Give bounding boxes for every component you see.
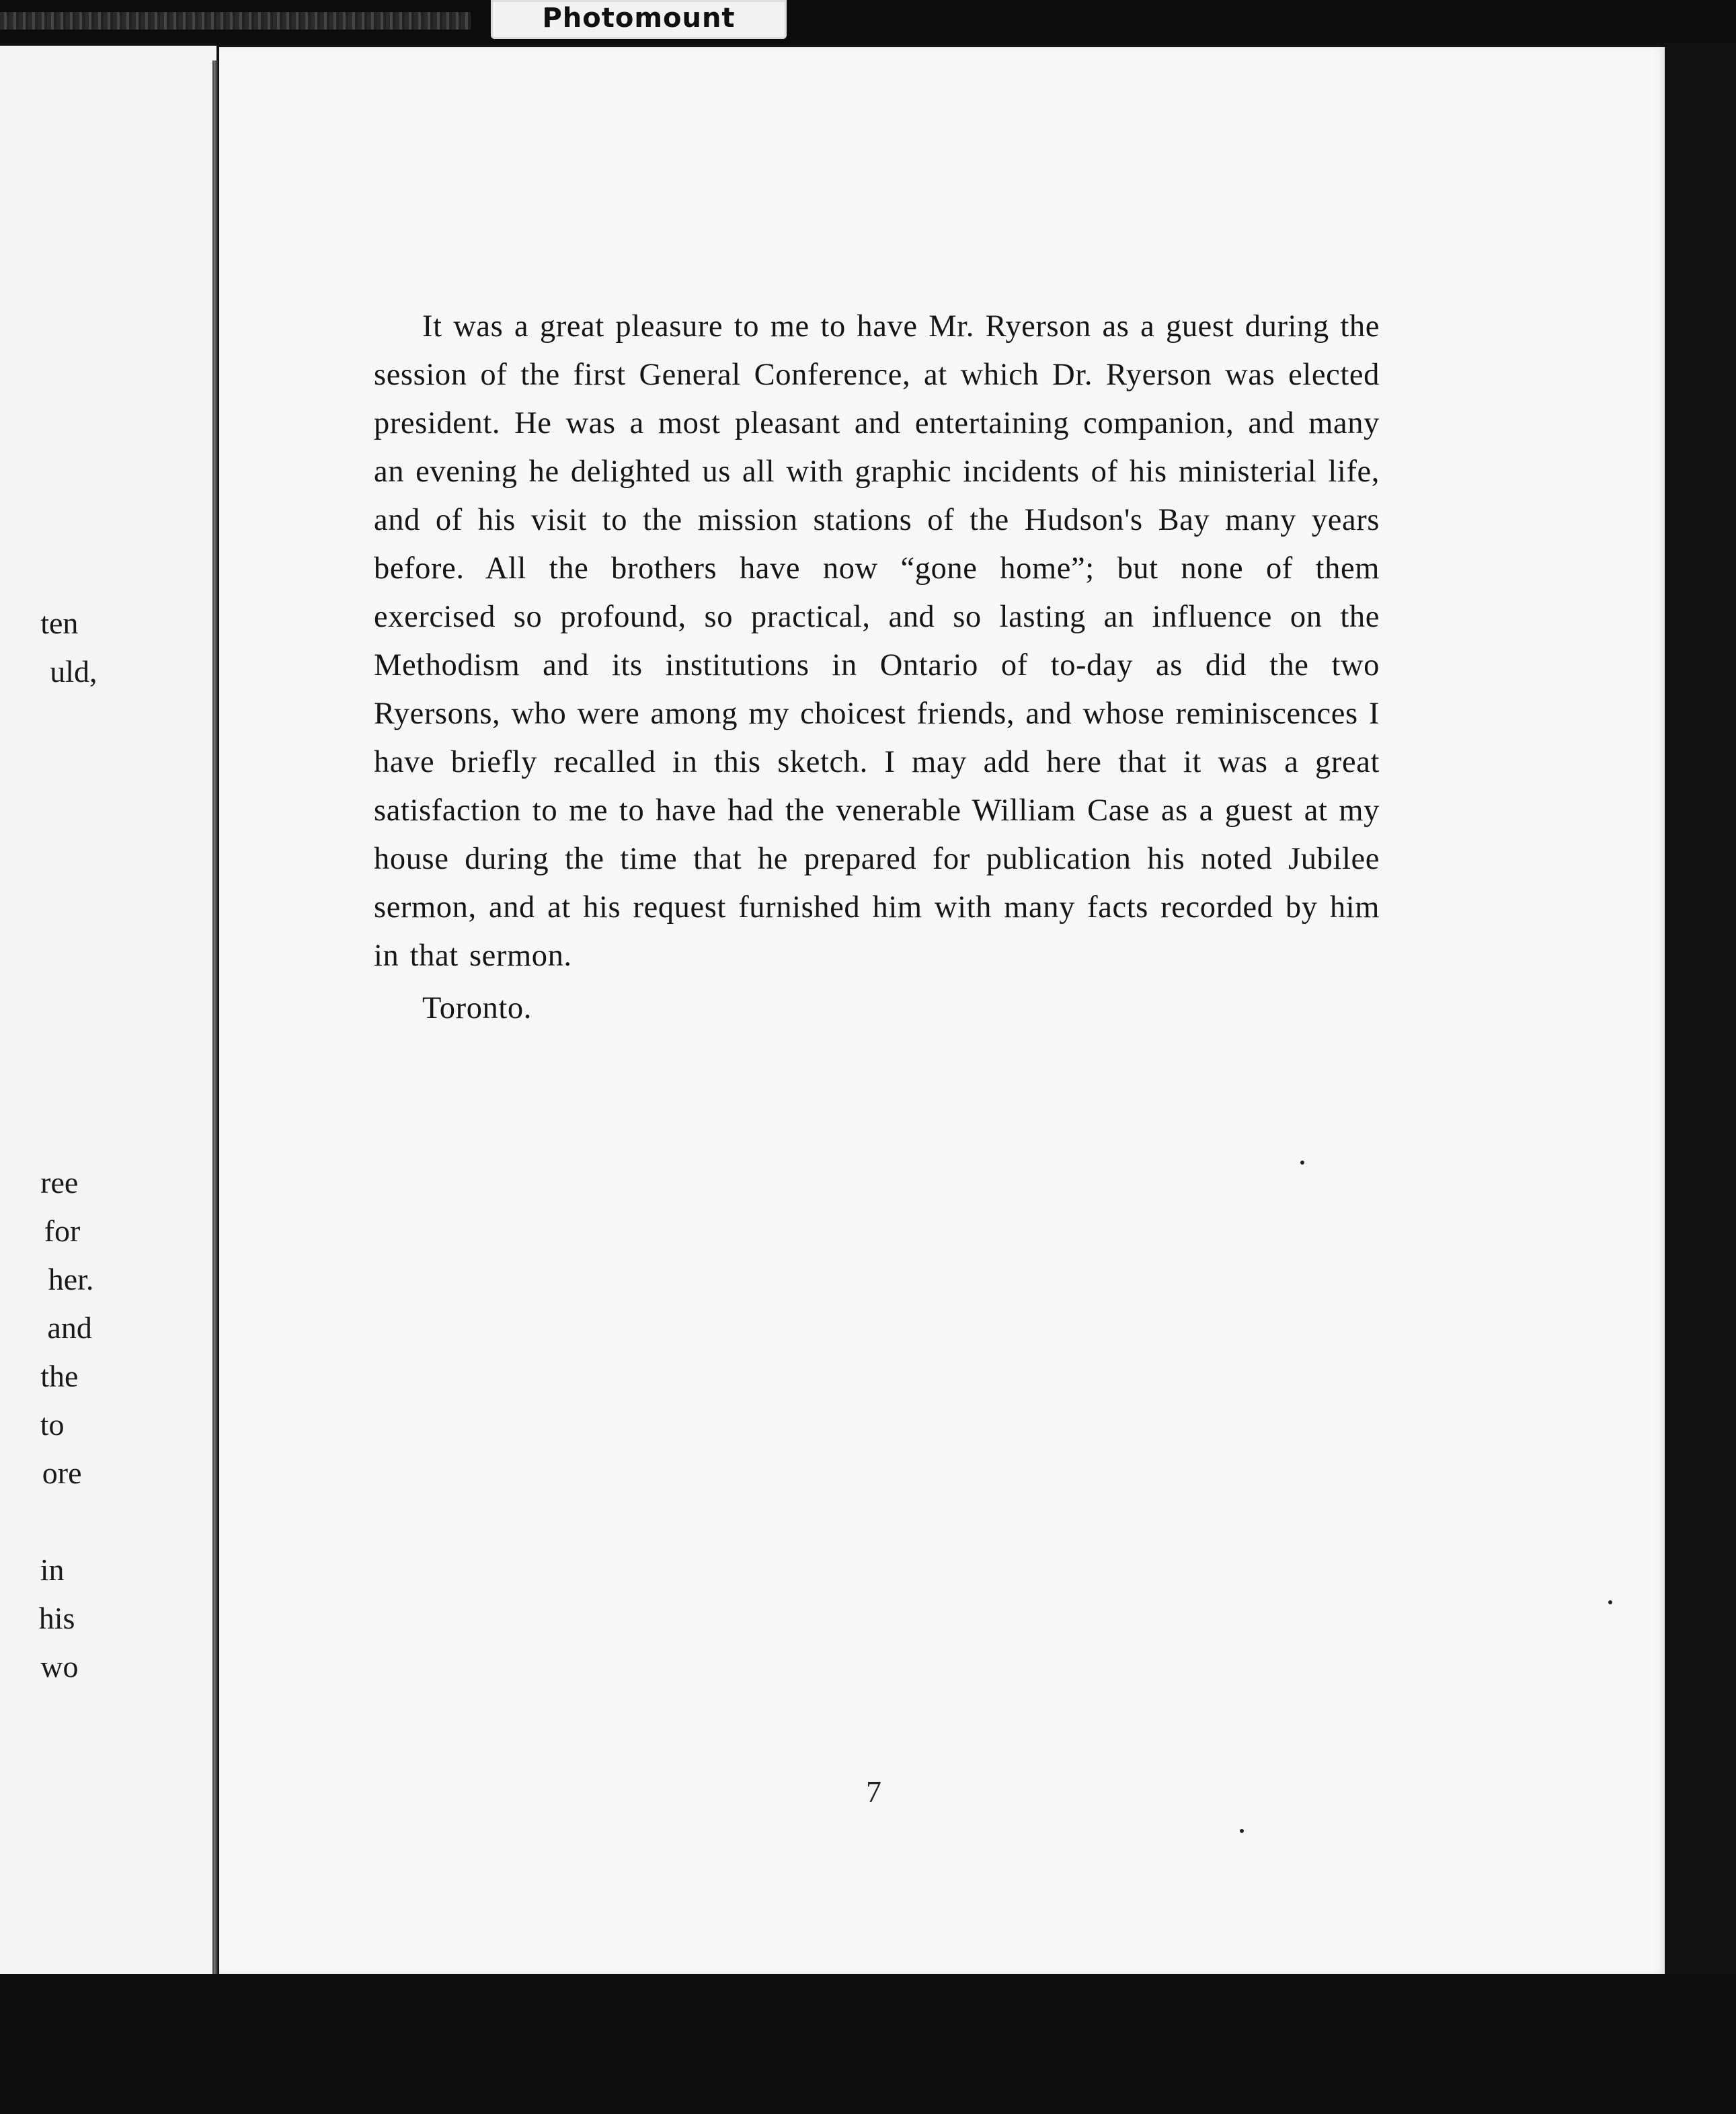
left-word: his [38, 1601, 75, 1635]
main-paragraph: It was a great pleasure to me to have Mr. Ryerson as a guest during the session of the first General Conference, at which Dr. Ryerson was elected president. He was a most pleasant and entertaining companion, and many an evening he delighted us all with graphic incidents of his ministerial life, and of his visit to the mission stations of the Hudson's Bay many years before. All the brothers have now “gone home”; but none of them exercised so profound, so practical, and so lasting an influence on the Methodism and its institutions in Ontario of to-day as did the two Ryersons, who were among my choicest friends, and whose reminiscences I have briefly recalled in this sketch. I may add here that it was a great satisfaction to me to have had the venerable William Case as a guest at my house during the time that he prepared for publication his noted Jubilee sermon, and at his request furnished him with many facts recorded by him in that sermon. [374, 309, 1380, 973]
left-page-words [0, 46, 216, 1974]
body-text [374, 303, 1380, 1033]
page-number: 7 [866, 1774, 881, 1809]
binding-tape [0, 12, 471, 30]
left-word: uld, [50, 654, 97, 689]
photomount-label-text: Photomount [542, 3, 736, 34]
dust-speck [1300, 1161, 1304, 1165]
left-word: the [40, 1359, 79, 1393]
left-page-fragment [0, 46, 216, 1974]
page-fold [212, 61, 218, 1974]
left-word: in [40, 1553, 65, 1587]
left-word: wo [40, 1649, 79, 1684]
left-word: to [40, 1407, 65, 1442]
right-border [1665, 43, 1736, 1974]
dust-speck [1608, 1600, 1612, 1604]
left-word: her. [48, 1262, 94, 1296]
dust-speck [1240, 1829, 1244, 1833]
main-page [219, 47, 1665, 1974]
signoff: Toronto. [422, 991, 532, 1025]
left-word: ree [40, 1165, 79, 1200]
left-word: ore [42, 1456, 82, 1490]
left-word: and [47, 1310, 92, 1345]
top-strip [0, 0, 1736, 43]
left-word: ten [40, 606, 79, 640]
photomount-label [491, 0, 787, 39]
left-word: for [44, 1214, 81, 1248]
bottom-border [0, 1974, 1736, 2114]
